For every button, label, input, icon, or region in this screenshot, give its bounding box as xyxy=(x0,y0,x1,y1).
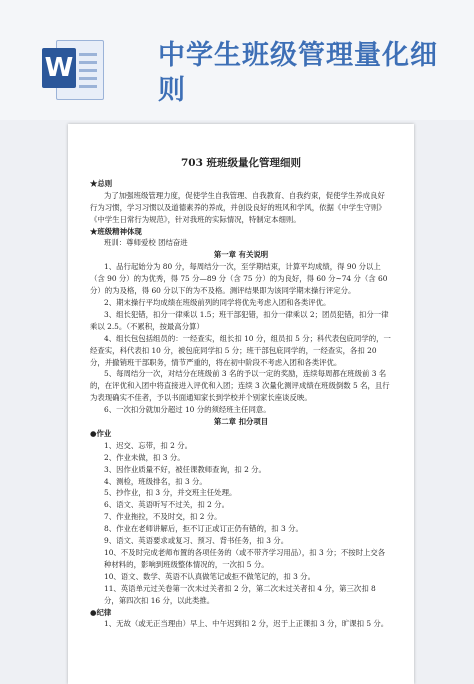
chapter-1-item: 1、品行起始分为 80 分，每周结分一次，至学期结束，计算平均成绩，得 90 分以上（含 90 分）的为优秀，得 75 分—89 分（含 75 分）的为良好，得 60 分~74 分（含 60 分）的为及格，得 60 分以下的为不及格。测评结果即为该同学期末操行评定分。 xyxy=(90,262,388,296)
word-logo-icon: W xyxy=(42,48,76,88)
chapter-1-item: 2、期末操行平均成绩在班级前列的同学将优先考虑入团和各类评优。 xyxy=(104,297,331,307)
homework-item: 2、作业未做，扣 3 分。 xyxy=(104,452,185,462)
homework-item: 4、测检，班级排名，扣 3 分。 xyxy=(104,476,207,486)
class-motto: 班训：尊师爱校 团结奋进 xyxy=(104,238,188,248)
page-banner xyxy=(0,0,474,120)
section-general-heading: ★总则 xyxy=(90,178,113,188)
homework-item: 10、语文、数学、英语不认真做笔记或拒不做笔记的，扣 3 分。 xyxy=(104,571,315,581)
section-spirit-heading: ★班级精神体现 xyxy=(90,226,142,236)
section-discipline-heading: ●纪律 xyxy=(90,607,112,617)
document-page xyxy=(68,124,414,684)
section-homework-heading: ●作业 xyxy=(90,428,112,438)
homework-item: 5、抄作业，扣 3 分，并交班主任处理。 xyxy=(104,488,237,498)
chapter-1-item: 6、一次扣分就加分超过 10 分的须经班主任同意。 xyxy=(104,405,271,415)
word-document-icon xyxy=(42,40,104,98)
homework-item: 8、作业在老师讲解后，拒不订正或订正仍有错的，扣 3 分。 xyxy=(104,524,303,534)
homework-item: 6、语文、英语听写不过关，扣 2 分。 xyxy=(104,500,229,510)
general-paragraph: 为了加强班级管理力度，促使学生自我管理、自我教育、自我约束，促使学生养成良好行为习惯，学习习惯以及道德素养的养成，并创设良好的班风和学风，依据《中学生守则》《中学生日常行为规范》，针对我班的实际情况，特制定本细则。 xyxy=(90,190,386,224)
chapter-1-item: 5、每周结分一次，对结分在班级前 3 名的予以一定的奖励，连续每周都在班级前 3 名的，在评优和入团中将直接进入评优和入团；连续 3 次量化测评成绩在班级倒数 5 名，且行为表现确实不佳者，予以书面通知家长到学校并个别家长座谈反映。 xyxy=(90,369,390,403)
document-title: 703 班班级量化管理细则 xyxy=(180,157,302,169)
chapter-2-title: 第二章 扣分项目 xyxy=(213,417,269,427)
homework-item: 3、因作业质量不好，被任课教师查询，扣 2 分。 xyxy=(104,464,266,474)
homework-item: 1、迟交、忘带，扣 2 分。 xyxy=(104,440,193,450)
chapter-1-item: 4、组长包包括组员的：一经查实，组长扣 10 分，组员扣 5 分；科代表包庇同学的，一经查实，科代表扣 10 分，被包庇同学扣 5 分；班干部包庇同学的，一经查实，各扣 20 分，并撤销班干部职务，情节严重的，将在初中阶段不考虑入团和各类评优。 xyxy=(90,333,391,367)
page-title: 中学生班级管理量化细则 xyxy=(158,40,438,106)
homework-item: 10、不及时完成老师布置的各项任务的（或不带齐学习用品），扣 3 分；不按时上交各种材料的，影响到班级整体情况的，一次扣 5 分。 xyxy=(104,548,386,569)
chapter-1-item: 3、组长犯错，扣分一律乘以 1.5；班干部犯错，扣分一律乘以 2；团员犯错，扣分一律乘以 2.5。（不累积，按最高分算） xyxy=(90,309,389,331)
discipline-item: 1、无故（或无正当理由）早上、中午迟到扣 2 分，迟于上正课扣 3 分，旷课扣 5 分。 xyxy=(104,619,389,629)
chapter-1-title: 第一章 有关说明 xyxy=(213,250,269,260)
homework-item: 11、英语单元过关卷第一次未过关者扣 2 分，第二次未过关者扣 4 分，第三次扣 8 分，第四次扣 16 分，以此类推。 xyxy=(104,583,376,605)
homework-item: 7、作业拖拉，不及时交，扣 2 分。 xyxy=(104,512,222,522)
homework-item: 9、语文、英语要求或复习、预习、背书任务，扣 3 分。 xyxy=(104,536,289,546)
